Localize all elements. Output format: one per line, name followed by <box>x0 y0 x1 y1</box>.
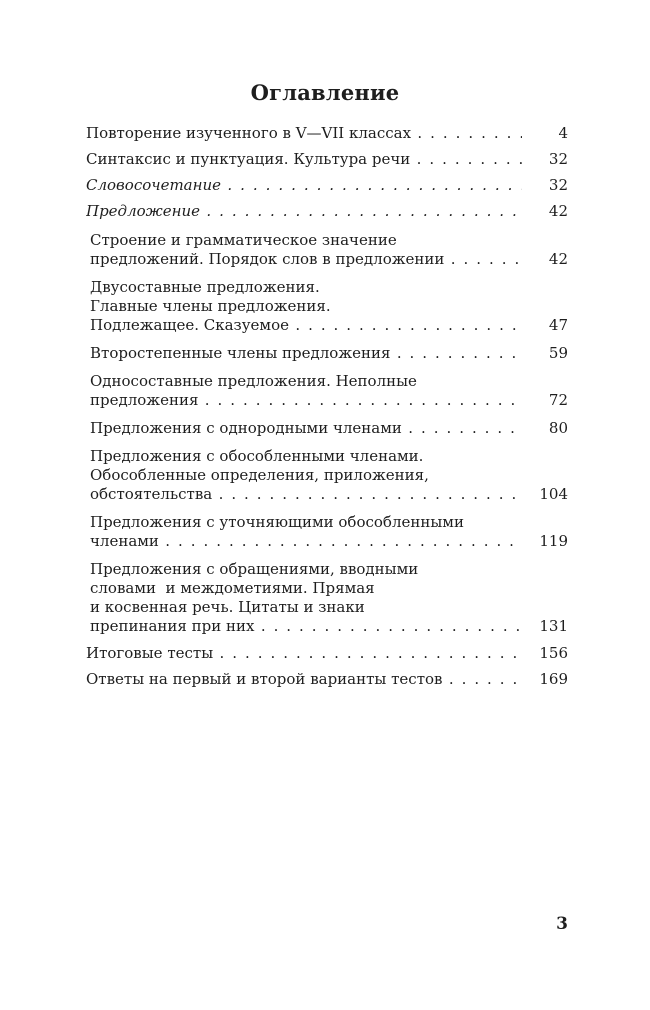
toc-entry-secondary-members[interactable] <box>86 344 568 363</box>
toc-entry-text <box>86 644 522 663</box>
toc-entry-line: Предложение . . . <box>86 202 522 221</box>
toc-page-number: 32 <box>522 176 568 195</box>
toc-entry-text <box>90 447 522 504</box>
toc-entry-answers[interactable] <box>86 670 568 689</box>
toc-entry-line: членами . . . <box>90 532 522 551</box>
toc-entry-line: предложения . . . <box>90 391 522 410</box>
toc-entry-line: Двусоставные предложения. <box>90 278 320 296</box>
toc-page-number: 42 <box>522 202 568 221</box>
toc-page-number: 131 <box>522 617 568 636</box>
toc-entry-line: Предложения с обращениями, вводными <box>90 560 419 578</box>
table-of-contents <box>86 124 568 696</box>
toc-entry-two-part[interactable] <box>86 278 568 335</box>
toc-entry-structure[interactable] <box>86 231 568 269</box>
toc-entry-text <box>86 202 522 221</box>
toc-page-number: 119 <box>522 532 568 551</box>
toc-page-number: 59 <box>522 344 568 363</box>
page-number: 3 <box>556 914 568 934</box>
toc-entry-syntax[interactable] <box>86 150 568 169</box>
toc-entry-final-tests[interactable] <box>86 644 568 663</box>
toc-entry-review[interactable] <box>86 124 568 143</box>
toc-entry-clarifying[interactable] <box>86 513 568 551</box>
toc-entry-text <box>86 150 522 169</box>
toc-entry-line: Итоговые тесты . . . <box>86 644 522 663</box>
toc-entry-line: Повторение изученного в V—VII классах . . . <box>86 124 522 143</box>
toc-page-number: 72 <box>522 391 568 410</box>
toc-entry-text <box>90 372 522 410</box>
toc-entry-text <box>86 670 522 689</box>
toc-entry-line: Предложения с обособленными членами. <box>90 447 424 465</box>
toc-page-number: 156 <box>522 644 568 663</box>
toc-entry-line: Синтаксис и пунктуация. Культура речи . . . <box>86 150 522 169</box>
toc-entry-line: словами и междометиями. Прямая <box>90 579 375 597</box>
toc-entry-text <box>90 513 522 551</box>
toc-entry-line: Обособленные определения, приложения, <box>90 466 429 484</box>
toc-page-number: 42 <box>522 250 568 269</box>
toc-entry-line: Подлежащее. Сказуемое . . . <box>90 316 522 335</box>
toc-entry-text <box>86 124 522 143</box>
toc-entry-line: Главные члены предложения. <box>90 297 331 315</box>
toc-entry-line: Предложения с однородными членами . . . <box>90 419 522 438</box>
page-title: Оглавление <box>250 80 400 105</box>
toc-entry-text <box>90 344 522 363</box>
toc-entry-text <box>90 560 522 636</box>
toc-entry-line: Второстепенные члены предложения . . . <box>90 344 522 363</box>
toc-entry-line: препинания при них . . . <box>90 617 522 636</box>
toc-entry-line: предложений. Порядок слов в предложении . . . <box>90 250 522 269</box>
toc-entry-line: Строение и грамматическое значение <box>90 231 397 249</box>
toc-entry-isolated[interactable] <box>86 447 568 504</box>
toc-entry-line: Предложения с уточняющими обособленными <box>90 513 464 531</box>
toc-page-number: 4 <box>522 124 568 143</box>
toc-entry-homogeneous[interactable] <box>86 419 568 438</box>
toc-page-number: 104 <box>522 485 568 504</box>
toc-entry-one-part[interactable] <box>86 372 568 410</box>
toc-entry-line: Ответы на первый и второй варианты тестов . . . <box>86 670 522 689</box>
toc-entry-sentence[interactable] <box>86 202 568 221</box>
toc-page-number: 169 <box>522 670 568 689</box>
toc-entry-phrase[interactable] <box>86 176 568 195</box>
toc-entry-text <box>90 278 522 335</box>
toc-entry-text <box>90 231 522 269</box>
toc-page-number: 47 <box>522 316 568 335</box>
toc-entry-address[interactable] <box>86 560 568 636</box>
toc-entry-text <box>90 419 522 438</box>
toc-page-number: 32 <box>522 150 568 169</box>
toc-entry-line: и косвенная речь. Цитаты и знаки <box>90 598 365 616</box>
toc-entry-line: Односоставные предложения. Неполные <box>90 372 417 390</box>
toc-entry-line: Словосочетание . . . <box>86 176 522 195</box>
toc-entry-line: обстоятельства . . . <box>90 485 522 504</box>
toc-entry-text <box>86 176 522 195</box>
toc-page-number: 80 <box>522 419 568 438</box>
